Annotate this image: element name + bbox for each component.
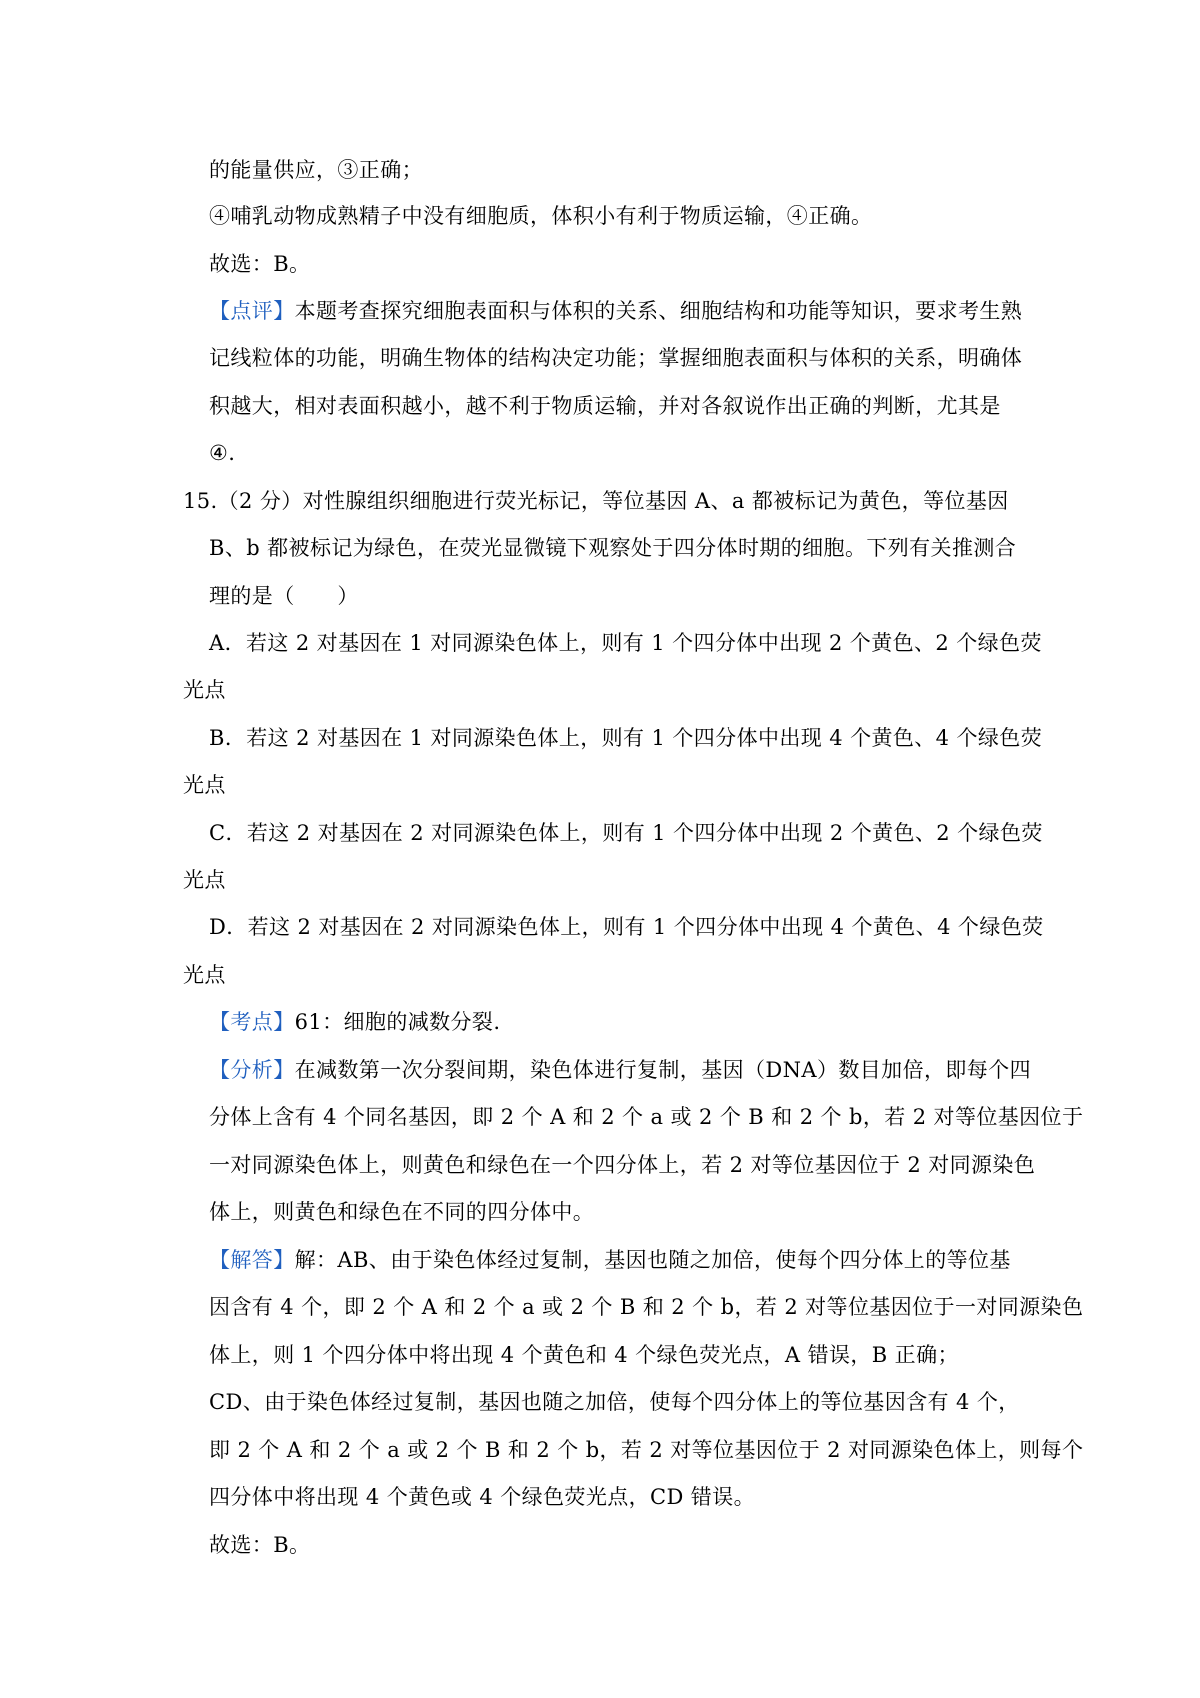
comment-line-3: 积越大，相对表面积越小，越不利于物质运输，并对各叙说作出正确的判断，尤其是: [209, 394, 1001, 418]
jieda-line-1: 【解答】解：AB、由于染色体经过复制，基因也随之加倍，使每个四分体上的等位基: [209, 1248, 1011, 1272]
comment-tag: 【点评】: [209, 299, 295, 323]
option-c: C．若这 2 对基因在 2 对同源染色体上，则有 1 个四分体中出现 2 个黄色、2 个绿色荧: [209, 821, 1043, 845]
question-stem-line-2: B、b 都被标记为绿色，在荧光显微镜下观察处于四分体时期的细胞。下列有关推测合: [209, 536, 1017, 560]
option-b-cont: 光点: [183, 773, 226, 797]
jieda-line-6: 四分体中将出现 4 个黄色或 4 个绿色荧光点，CD 错误。: [209, 1485, 756, 1509]
comment-line-2: 记线粒体的功能，明确生物体的结构决定功能；掌握细胞表面积与体积的关系，明确体: [209, 346, 1023, 370]
question-stem-line-1: 15.（2 分）对性腺组织细胞进行荧光标记，等位基因 A、a 都被标记为黄色，等位基因: [183, 489, 1009, 513]
option-d-cont: 光点: [183, 963, 226, 987]
option-c-cont: 光点: [183, 868, 226, 892]
comment-line-4: ④.: [209, 441, 236, 465]
prev-answer: 故选：B。: [209, 252, 311, 276]
fenxi-line-3: 一对同源染色体上，则黄色和绿色在一个四分体上，若 2 对等位基因位于 2 对同源染色: [209, 1153, 1036, 1177]
jieda-line-3: 体上，则 1 个四分体中将出现 4 个黄色和 4 个绿色荧光点，A 错误，B 正确；: [209, 1343, 959, 1367]
option-a: A．若这 2 对基因在 1 对同源染色体上，则有 1 个四分体中出现 2 个黄色、2 个绿色荧: [209, 631, 1042, 655]
kaodian-tag: 【考点】: [209, 1010, 295, 1034]
option-d: D．若这 2 对基因在 2 对同源染色体上，则有 1 个四分体中出现 4 个黄色、4 个绿色荧: [209, 915, 1044, 939]
kaodian-line: 【考点】61：细胞的减数分裂.: [209, 1010, 501, 1034]
prev-solution-line-2: ④哺乳动物成熟精子中没有细胞质，体积小有利于物质运输，④正确。: [209, 204, 873, 228]
fenxi-tag: 【分析】: [209, 1058, 295, 1082]
option-a-cont: 光点: [183, 678, 226, 702]
question-stem-line-3: 理的是（ ）: [209, 584, 359, 608]
fenxi-line-1: 【分析】在减数第一次分裂间期，染色体进行复制，基因（DNA）数目加倍，即每个四: [209, 1058, 1031, 1082]
jieda-line-4: CD、由于染色体经过复制，基因也随之加倍，使每个四分体上的等位基因含有 4 个，: [209, 1390, 1020, 1414]
fenxi-line-2: 分体上含有 4 个同名基因，即 2 个 A 和 2 个 a 或 2 个 B 和 2 个 b，若 2 对等位基因位于: [209, 1105, 1084, 1129]
fenxi-line-4: 体上，则黄色和绿色在不同的四分体中。: [209, 1200, 595, 1224]
jieda-line-5: 即 2 个 A 和 2 个 a 或 2 个 B 和 2 个 b，若 2 对等位基因位于 2 对同源染色体上，则每个: [209, 1438, 1084, 1462]
jieda-tag: 【解答】: [209, 1248, 295, 1272]
jieda-answer: 故选：B。: [209, 1533, 311, 1557]
comment-line-1: 【点评】本题考查探究细胞表面积与体积的关系、细胞结构和功能等知识，要求考生熟: [209, 299, 1023, 323]
option-b: B．若这 2 对基因在 1 对同源染色体上，则有 1 个四分体中出现 4 个黄色、4 个绿色荧: [209, 726, 1043, 750]
jieda-line-2: 因含有 4 个，即 2 个 A 和 2 个 a 或 2 个 B 和 2 个 b，若 2 对等位基因位于一对同源染色: [209, 1295, 1084, 1319]
prev-solution-line-1: 的能量供应，③正确；: [209, 158, 423, 182]
